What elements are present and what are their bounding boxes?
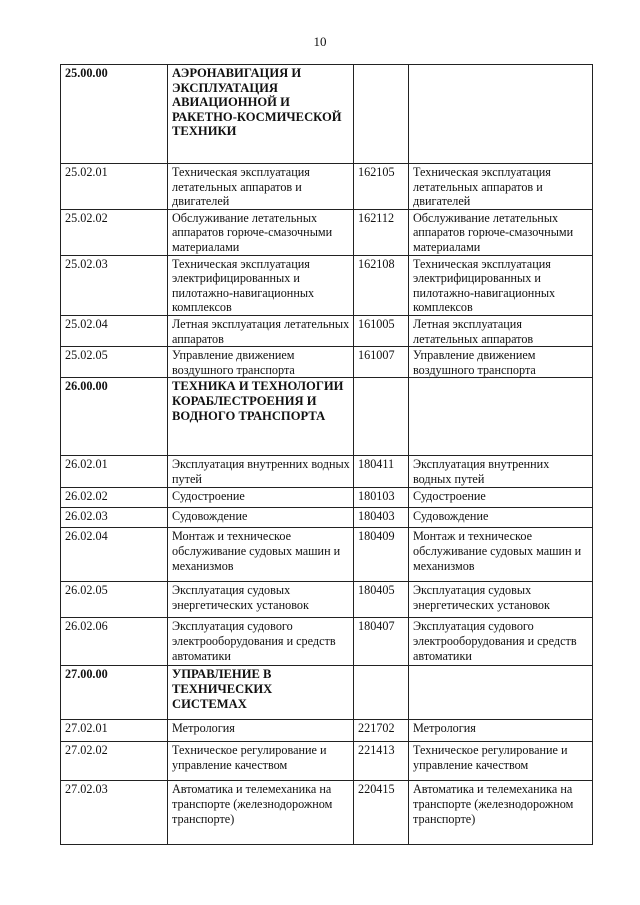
code-cell: 25.00.00 (61, 65, 168, 164)
old-name-cell (409, 65, 593, 164)
table-row (61, 618, 593, 666)
old-name-cell: Метрология (409, 720, 593, 742)
name-cell: Обслуживание летательных аппаратов горюче-смазочными материалами (168, 209, 354, 255)
table-row (61, 255, 593, 315)
name-cell: УПРАВЛЕНИЕ В ТЕХНИЧЕСКИХ СИСТЕМАХ (168, 666, 354, 720)
table-row (61, 742, 593, 781)
code-cell: 26.02.03 (61, 508, 168, 528)
old-name-cell: Эксплуатация судовых энергетических установок (409, 582, 593, 618)
name-cell: Судостроение (168, 488, 354, 508)
old-name-cell: Монтаж и техническое обслуживание судовых машин и механизмов (409, 528, 593, 582)
code-cell: 25.02.04 (61, 315, 168, 346)
table-row (61, 456, 593, 488)
table-row (61, 164, 593, 210)
old-name-cell: Техническое регулирование и управление качеством (409, 742, 593, 781)
old-name-cell: Техническая эксплуатация летательных аппаратов и двигателей (409, 164, 593, 210)
code-cell: 26.02.04 (61, 528, 168, 582)
name-cell: АЭРОНАВИГАЦИЯ И ЭКСПЛУАТАЦИЯ АВИАЦИОННОЙ И РАКЕТНО-КОСМИЧЕСКОЙ ТЕХНИКИ (168, 65, 354, 164)
old-code-cell: 180409 (354, 528, 409, 582)
name-cell: Автоматика и телемеханика на транспорте (железнодорожном транспорте) (168, 781, 354, 845)
old-name-cell: Судостроение (409, 488, 593, 508)
name-cell: Управление движением воздушного транспорта (168, 347, 354, 378)
name-cell: Техническое регулирование и управление качеством (168, 742, 354, 781)
old-code-cell: 180411 (354, 456, 409, 488)
code-cell: 25.02.01 (61, 164, 168, 210)
table-row (61, 582, 593, 618)
old-code-cell: 162112 (354, 209, 409, 255)
code-cell: 27.00.00 (61, 666, 168, 720)
table-row (61, 508, 593, 528)
page-number: 10 (313, 34, 327, 49)
name-cell: Судовождение (168, 508, 354, 528)
table-row (61, 209, 593, 255)
old-code-cell (354, 666, 409, 720)
code-cell: 27.02.03 (61, 781, 168, 845)
name-cell: ТЕХНИКА И ТЕХНОЛОГИИ КОРАБЛЕСТРОЕНИЯ И ВОДНОГО ТРАНСПОРТА (168, 378, 354, 456)
old-code-cell: 180405 (354, 582, 409, 618)
old-code-cell: 221413 (354, 742, 409, 781)
old-name-cell (409, 666, 593, 720)
table-row (61, 528, 593, 582)
code-cell: 26.02.02 (61, 488, 168, 508)
code-cell: 27.02.02 (61, 742, 168, 781)
table-row (61, 720, 593, 742)
code-cell: 26.00.00 (61, 378, 168, 456)
specialties-table (60, 64, 593, 845)
old-name-cell: Автоматика и телемеханика на транспорте (железнодорожном транспорте) (409, 781, 593, 845)
name-cell: Техническая эксплуатация летательных аппаратов и двигателей (168, 164, 354, 210)
old-code-cell: 221702 (354, 720, 409, 742)
name-cell: Летная эксплуатация летательных аппаратов (168, 315, 354, 346)
code-cell: 27.02.01 (61, 720, 168, 742)
table-row (61, 315, 593, 346)
old-code-cell: 180407 (354, 618, 409, 666)
code-cell: 25.02.02 (61, 209, 168, 255)
old-code-cell: 161005 (354, 315, 409, 346)
old-name-cell (409, 378, 593, 456)
code-cell: 26.02.01 (61, 456, 168, 488)
old-code-cell: 161007 (354, 347, 409, 378)
table-row (61, 781, 593, 845)
old-name-cell: Эксплуатация внутренних водных путей (409, 456, 593, 488)
old-code-cell: 220415 (354, 781, 409, 845)
code-cell: 26.02.06 (61, 618, 168, 666)
name-cell: Метрология (168, 720, 354, 742)
old-code-cell (354, 65, 409, 164)
old-code-cell (354, 378, 409, 456)
old-code-cell: 180403 (354, 508, 409, 528)
old-name-cell: Эксплуатация судового электрооборудования и средств автоматики (409, 618, 593, 666)
name-cell: Эксплуатация судовых энергетических установок (168, 582, 354, 618)
code-cell: 26.02.05 (61, 582, 168, 618)
old-name-cell: Техническая эксплуатация электрифицированных и пилотажно-навигационных комплексов (409, 255, 593, 315)
table-group-row (61, 65, 593, 164)
table-row (61, 347, 593, 378)
old-code-cell: 162105 (354, 164, 409, 210)
old-name-cell: Судовождение (409, 508, 593, 528)
old-code-cell: 180103 (354, 488, 409, 508)
old-name-cell: Управление движением воздушного транспорта (409, 347, 593, 378)
table-row (61, 488, 593, 508)
name-cell: Техническая эксплуатация электрифицированных и пилотажно-навигационных комплексов (168, 255, 354, 315)
old-name-cell: Обслуживание летательных аппаратов горюче-смазочными материалами (409, 209, 593, 255)
table-group-row (61, 666, 593, 720)
table-group-row (61, 378, 593, 456)
old-name-cell: Летная эксплуатация летательных аппаратов (409, 315, 593, 346)
code-cell: 25.02.03 (61, 255, 168, 315)
code-cell: 25.02.05 (61, 347, 168, 378)
name-cell: Монтаж и техническое обслуживание судовых машин и механизмов (168, 528, 354, 582)
name-cell: Эксплуатация внутренних водных путей (168, 456, 354, 488)
old-code-cell: 162108 (354, 255, 409, 315)
name-cell: Эксплуатация судового электрооборудования и средств автоматики (168, 618, 354, 666)
